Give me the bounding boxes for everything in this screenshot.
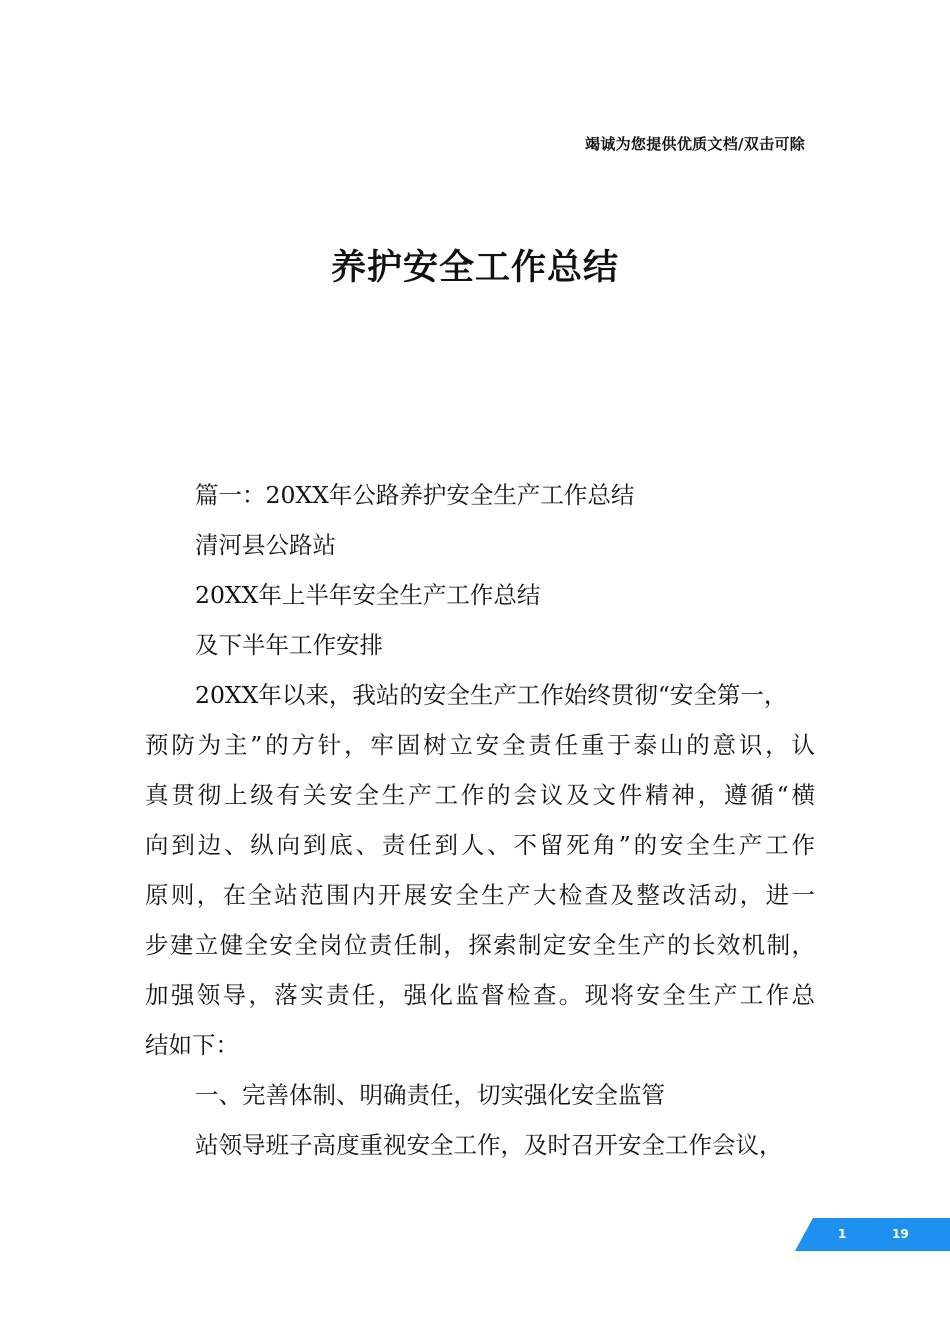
report-title-line: 20XX年上半年安全生产工作总结 [195,581,541,609]
paragraph-line: 结如下： [145,1031,239,1059]
paragraph-line: 真贯彻上级有关安全生产工作的会议及文件精神，遵循“横 [145,781,815,809]
paragraph-line: 加强领导，落实责任，强化监督检查。现将安全生产工作总 [145,981,815,1009]
page-footer-band [795,1218,950,1251]
page-number-total: 19 [892,1227,909,1241]
paragraph-line: 20XX年以来，我站的安全生产工作始终贯彻“安全第一， [195,681,788,709]
paragraph-line: 站领导班子高度重视安全工作，及时召开安全工作会议， [195,1131,783,1159]
paragraph-line: 步建立健全安全岗位责任制，探索制定安全生产的长效机制， [145,931,815,959]
footer-band-shape [795,1218,950,1251]
header-note: 竭诚为您提供优质文档/双击可除 [585,135,805,153]
paragraph-line: 预防为主”的方针，牢固树立安全责任重于泰山的意识，认 [145,731,815,759]
paragraph-line: 向到边、纵向到底、责任到人、不留死角”的安全生产工作 [145,831,815,859]
subsection-heading: 一、完善体制、明确责任，切实强化安全监管 [195,1081,665,1109]
page-number-current: 1 [838,1227,847,1241]
organization-name: 清河县公路站 [195,531,336,559]
report-subtitle-line: 及下半年工作安排 [195,631,383,659]
document-body [145,470,815,1170]
paragraph-line: 原则，在全站范围内开展安全生产大检查及整改活动，进一 [145,881,815,909]
document-title: 养护安全工作总结 [330,248,619,288]
section-heading: 篇一：20XX年公路养护安全生产工作总结 [195,481,635,509]
